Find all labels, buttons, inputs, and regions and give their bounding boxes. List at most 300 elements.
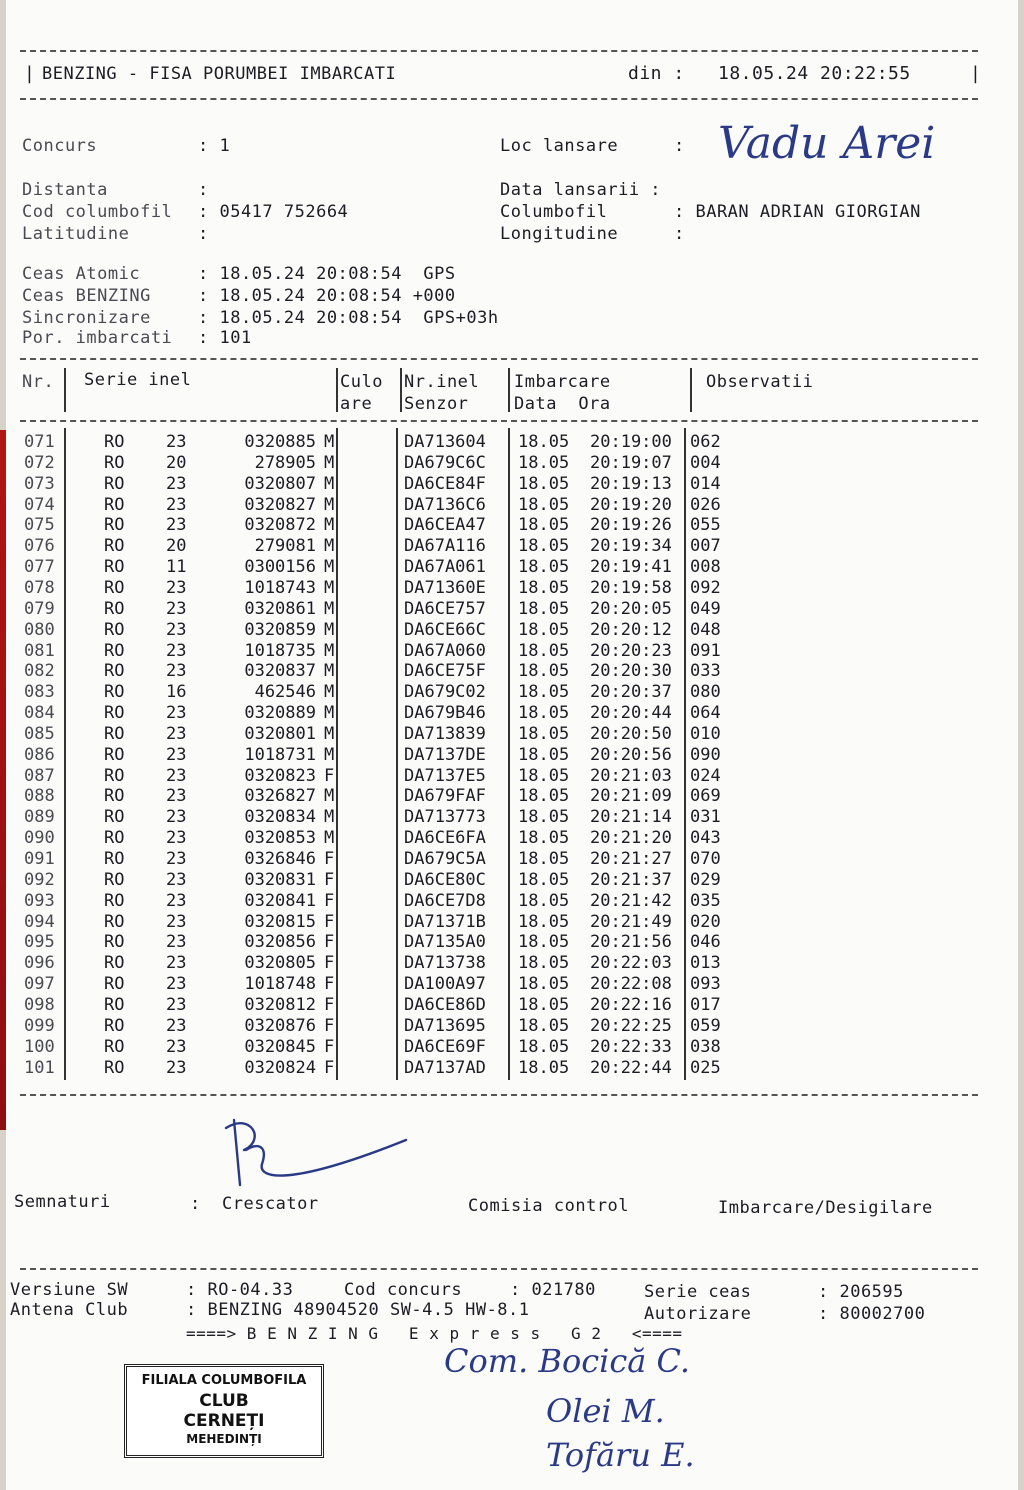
cell-sex: M (324, 557, 335, 578)
autorizare-label: Autorizare (644, 1304, 752, 1324)
cell-country: RO (104, 869, 125, 890)
cell-time: 20:20:56 (590, 744, 672, 765)
cell-obs: 033 (690, 661, 721, 682)
ceas-atomic-label: Ceas Atomic (22, 264, 141, 284)
cell-obs: 055 (690, 515, 721, 536)
cell-obs: 069 (690, 786, 721, 807)
cell-nr: 095 (24, 932, 55, 953)
cell-country: RO (104, 744, 125, 765)
cell-country: RO (104, 786, 125, 807)
cell-year: 23 (166, 807, 187, 828)
cell-time: 20:19:34 (590, 536, 672, 557)
cell-sex: M (324, 640, 335, 661)
header-datetime: 18.05.24 20:22:55 (718, 63, 911, 84)
col-separator (336, 368, 338, 412)
col-header-imbarcare-2: Data Ora (514, 394, 611, 414)
cell-ring-number: 462546 (254, 682, 316, 703)
cell-nr: 098 (24, 994, 55, 1015)
cell-date: 18.05 (518, 682, 570, 703)
cell-country: RO (104, 619, 125, 640)
cell-ring-number: 1018748 (244, 974, 316, 995)
cell-year: 23 (166, 1057, 187, 1078)
cell-sensor: DA100A97 (404, 974, 486, 995)
cell-year: 23 (166, 849, 187, 869)
cell-date: 18.05 (518, 598, 570, 619)
cell-date: 18.05 (518, 557, 570, 578)
cell-ring-number: 0320831 (244, 869, 316, 890)
cell-country: RO (104, 640, 125, 661)
semnaturi-label: Semnaturi (14, 1192, 111, 1212)
cell-sensor: DA6CE80C (404, 869, 486, 890)
cell-year: 23 (166, 661, 187, 682)
cod-columbofil-value: : 05417 752664 (198, 202, 349, 222)
commission-signature-3: Tofăru E. (546, 1436, 695, 1474)
versiune-value: : RO-04.33 (186, 1280, 294, 1300)
ceas-benzing-value: : 18.05.24 20:08:54 +000 (198, 286, 456, 306)
cell-sex: F (324, 1057, 335, 1078)
table-row (20, 474, 740, 495)
cell-nr: 096 (24, 953, 55, 974)
cell-time: 20:20:12 (590, 619, 672, 640)
cell-nr: 091 (24, 849, 55, 869)
semnaturi-sep: : (190, 1194, 201, 1214)
cell-year: 23 (166, 723, 187, 744)
table-row (20, 599, 740, 620)
cell-year: 20 (166, 452, 187, 473)
cell-time: 20:22:44 (590, 1057, 672, 1078)
cell-ring-number: 0320841 (244, 890, 316, 911)
por-imbarcati-label: Por. imbarcati (22, 328, 173, 348)
col-header-imbarcare-1: Imbarcare (514, 372, 611, 392)
cod-columbofil-label: Cod columbofil (22, 202, 173, 222)
cell-obs: 080 (690, 682, 721, 703)
cell-ring-number: 1018735 (244, 640, 316, 661)
cell-sex: M (324, 682, 335, 703)
cell-year: 23 (166, 828, 187, 849)
comisia-label: Comisia control (468, 1196, 630, 1216)
cell-date: 18.05 (518, 494, 570, 515)
cell-time: 20:20:30 (590, 661, 672, 682)
stamp-line-1: FILIALA COLUMBOFILA (141, 1373, 307, 1388)
table-row (20, 786, 740, 807)
cell-year: 23 (166, 515, 187, 536)
cell-date: 18.05 (518, 953, 570, 974)
longitudine-label: Longitudine (500, 224, 619, 244)
cell-date: 18.05 (518, 452, 570, 473)
cell-obs: 049 (690, 598, 721, 619)
table-row (20, 953, 740, 974)
cell-time: 20:19:26 (590, 515, 672, 536)
cell-date: 18.05 (518, 577, 570, 598)
cell-sensor: DA679C5A (404, 849, 486, 869)
cell-country: RO (104, 890, 125, 911)
cell-year: 23 (166, 744, 187, 765)
cell-sex: F (324, 911, 335, 932)
crescator-signature (206, 1110, 426, 1200)
cell-date: 18.05 (518, 1015, 570, 1036)
cell-date: 18.05 (518, 828, 570, 849)
cell-country: RO (104, 994, 125, 1015)
cell-sex: M (324, 432, 335, 452)
cell-nr: 075 (24, 515, 55, 536)
cell-obs: 014 (690, 473, 721, 494)
cell-obs: 046 (690, 932, 721, 953)
cell-nr: 071 (24, 432, 55, 452)
page-title: BENZING - FISA PORUMBEI IMBARCATI (42, 64, 397, 84)
cell-sex: M (324, 723, 335, 744)
cell-time: 20:20:44 (590, 703, 672, 724)
cell-obs: 043 (690, 828, 721, 849)
cell-year: 11 (166, 557, 187, 578)
cell-obs: 007 (690, 536, 721, 557)
divider (20, 358, 978, 360)
header-bar-right: | (970, 63, 982, 84)
cell-ring-number: 0320876 (244, 1015, 316, 1036)
autorizare-value: : 80002700 (818, 1304, 926, 1324)
divider (20, 420, 978, 422)
cell-time: 20:22:08 (590, 974, 672, 995)
table-row (20, 807, 740, 828)
cell-obs: 070 (690, 849, 721, 869)
latitudine-label: Latitudine (22, 224, 130, 244)
cell-date: 18.05 (518, 473, 570, 494)
cell-ring-number: 1018743 (244, 577, 316, 598)
cell-country: RO (104, 452, 125, 473)
cell-sensor: DA6CE75F (404, 661, 486, 682)
table-row (20, 912, 740, 933)
cell-year: 23 (166, 869, 187, 890)
cell-ring-number: 278905 (254, 452, 316, 473)
cod-concurs-label: Cod concurs (344, 1280, 463, 1300)
crescator-label: Crescator (222, 1194, 319, 1214)
table-row (20, 703, 740, 724)
cell-nr: 082 (24, 661, 55, 682)
table-row (20, 1016, 740, 1037)
cell-sex: M (324, 786, 335, 807)
loc-lansare-sep: : (674, 136, 685, 156)
cell-time: 20:21:20 (590, 828, 672, 849)
cell-ring-number: 0320889 (244, 703, 316, 724)
cell-date: 18.05 (518, 723, 570, 744)
cell-date: 18.05 (518, 661, 570, 682)
cell-year: 23 (166, 994, 187, 1015)
longitudine-value: : (674, 224, 685, 244)
cell-sex: M (324, 661, 335, 682)
cell-sex: M (324, 452, 335, 473)
ceas-benzing-label: Ceas BENZING (22, 286, 151, 306)
printed-sheet (6, 0, 1018, 1490)
cell-country: RO (104, 1057, 125, 1078)
cell-ring-number: 0320801 (244, 723, 316, 744)
cell-sex: M (324, 473, 335, 494)
serie-ceas-label: Serie ceas (644, 1282, 752, 1302)
cell-date: 18.05 (518, 515, 570, 536)
cell-ring-number: 0320815 (244, 911, 316, 932)
table-row (20, 578, 740, 599)
cell-country: RO (104, 723, 125, 744)
table-row (20, 1058, 740, 1079)
cell-country: RO (104, 515, 125, 536)
cell-obs: 048 (690, 619, 721, 640)
cod-concurs-value: : 021780 (510, 1280, 596, 1300)
ceas-atomic-value: : 18.05.24 20:08:54 GPS (198, 264, 456, 284)
cell-time: 20:20:37 (590, 682, 672, 703)
cell-date: 18.05 (518, 1036, 570, 1057)
cell-date: 18.05 (518, 432, 570, 452)
antena-label: Antena Club (10, 1300, 129, 1320)
stamp-line-4: MEHEDINȚI (186, 1432, 262, 1446)
table-row (20, 661, 740, 682)
table-row (20, 724, 740, 745)
cell-country: RO (104, 473, 125, 494)
cell-time: 20:19:07 (590, 452, 672, 473)
cell-sensor: DA6CE84F (404, 473, 486, 494)
cell-date: 18.05 (518, 536, 570, 557)
col-header-nrinel-2: Senzor (404, 394, 469, 414)
club-stamp (124, 1364, 324, 1458)
cell-nr: 081 (24, 640, 55, 661)
cell-date: 18.05 (518, 640, 570, 661)
cell-ring-number: 0320885 (244, 432, 316, 452)
table-row (20, 891, 740, 912)
cell-nr: 094 (24, 911, 55, 932)
cell-ring-number: 0320853 (244, 828, 316, 849)
cell-ring-number: 1018731 (244, 744, 316, 765)
cell-sensor: DA67A116 (404, 536, 486, 557)
cell-sex: F (324, 1015, 335, 1036)
table-row (20, 682, 740, 703)
table-row (20, 432, 740, 453)
table-row (20, 557, 740, 578)
cell-time: 20:22:03 (590, 953, 672, 974)
cell-nr: 100 (24, 1036, 55, 1057)
cell-obs: 020 (690, 911, 721, 932)
sincronizare-value: : 18.05.24 20:08:54 GPS+03h (198, 308, 499, 328)
cell-obs: 029 (690, 869, 721, 890)
cell-obs: 038 (690, 1036, 721, 1057)
cell-year: 23 (166, 619, 187, 640)
cell-year: 23 (166, 494, 187, 515)
cell-time: 20:20:23 (590, 640, 672, 661)
cell-nr: 089 (24, 807, 55, 828)
cell-country: RO (104, 849, 125, 869)
col-separator (690, 368, 692, 412)
cell-nr: 073 (24, 473, 55, 494)
table-row (20, 1037, 740, 1058)
cell-nr: 086 (24, 744, 55, 765)
cell-ring-number: 0320805 (244, 953, 316, 974)
cell-sex: M (324, 598, 335, 619)
cell-obs: 064 (690, 703, 721, 724)
table-row (20, 745, 740, 766)
table-row (20, 995, 740, 1016)
cell-obs: 024 (690, 765, 721, 786)
cell-year: 23 (166, 932, 187, 953)
cell-sensor: DA67A061 (404, 557, 486, 578)
table-row (20, 515, 740, 536)
cell-date: 18.05 (518, 869, 570, 890)
cell-time: 20:21:09 (590, 786, 672, 807)
por-imbarcati-value: : 101 (198, 328, 252, 348)
cell-year: 23 (166, 432, 187, 452)
cell-year: 23 (166, 890, 187, 911)
col-header-observatii: Observatii (706, 372, 814, 392)
cell-nr: 074 (24, 494, 55, 515)
cell-time: 20:21:37 (590, 869, 672, 890)
cell-year: 23 (166, 598, 187, 619)
cell-year: 20 (166, 536, 187, 557)
cell-sensor: DA7137DE (404, 744, 486, 765)
cell-time: 20:21:14 (590, 807, 672, 828)
cell-sex: M (324, 619, 335, 640)
cell-sex: F (324, 994, 335, 1015)
cell-date: 18.05 (518, 703, 570, 724)
cell-time: 20:21:03 (590, 765, 672, 786)
cell-sex: F (324, 890, 335, 911)
cell-sensor: DA7137E5 (404, 765, 486, 786)
cell-sensor: DA713773 (404, 807, 486, 828)
cell-obs: 093 (690, 974, 721, 995)
cell-ring-number: 0320872 (244, 515, 316, 536)
cell-nr: 083 (24, 682, 55, 703)
header-din-label: din : (628, 63, 685, 84)
cell-country: RO (104, 828, 125, 849)
cell-nr: 099 (24, 1015, 55, 1036)
cell-year: 23 (166, 974, 187, 995)
concurs-label: Concurs (22, 136, 98, 156)
cell-date: 18.05 (518, 765, 570, 786)
cell-sensor: DA713839 (404, 723, 486, 744)
cell-nr: 079 (24, 598, 55, 619)
cell-year: 23 (166, 1015, 187, 1036)
cell-nr: 087 (24, 765, 55, 786)
commission-signature-2: Olei M. (546, 1392, 665, 1430)
cell-country: RO (104, 1015, 125, 1036)
cell-obs: 004 (690, 452, 721, 473)
divider (20, 1094, 978, 1096)
cell-sensor: DA6CEA47 (404, 515, 486, 536)
stamp-line-2: CLUB (199, 1391, 249, 1411)
cell-sex: M (324, 494, 335, 515)
cell-obs: 026 (690, 494, 721, 515)
cell-time: 20:19:58 (590, 577, 672, 598)
cell-ring-number: 0320845 (244, 1036, 316, 1057)
cell-sex: M (324, 703, 335, 724)
cell-country: RO (104, 432, 125, 452)
cell-year: 23 (166, 473, 187, 494)
cell-obs: 025 (690, 1057, 721, 1078)
cell-time: 20:21:27 (590, 849, 672, 869)
cell-country: RO (104, 494, 125, 515)
cell-time: 20:19:00 (590, 432, 672, 452)
cell-sex: F (324, 953, 335, 974)
cell-sensor: DA679C02 (404, 682, 486, 703)
cell-time: 20:20:50 (590, 723, 672, 744)
cell-time: 20:19:13 (590, 473, 672, 494)
cell-obs: 031 (690, 807, 721, 828)
cell-sensor: DA6CE757 (404, 598, 486, 619)
cell-obs: 091 (690, 640, 721, 661)
cell-obs: 008 (690, 557, 721, 578)
cell-ring-number: 0320859 (244, 619, 316, 640)
cell-date: 18.05 (518, 1057, 570, 1078)
sincronizare-label: Sincronizare (22, 308, 151, 328)
col-header-serie: Serie inel (84, 370, 192, 390)
distanta-label: Distanta (22, 180, 108, 200)
data-lansarii-label: Data lansarii : (500, 180, 662, 200)
cell-country: RO (104, 577, 125, 598)
cell-obs: 090 (690, 744, 721, 765)
cell-country: RO (104, 703, 125, 724)
cell-sex: F (324, 849, 335, 869)
cell-sensor: DA71360E (404, 577, 486, 598)
imbarcare-desigilare-label: Imbarcare/Desigilare (718, 1198, 933, 1218)
cell-time: 20:20:05 (590, 598, 672, 619)
cell-year: 23 (166, 911, 187, 932)
cell-country: RO (104, 598, 125, 619)
cell-sex: F (324, 1036, 335, 1057)
cell-time: 20:21:49 (590, 911, 672, 932)
table-row (20, 536, 740, 557)
cell-obs: 092 (690, 577, 721, 598)
cell-nr: 084 (24, 703, 55, 724)
cell-nr: 088 (24, 786, 55, 807)
divider (20, 50, 978, 52)
cell-ring-number: 0320856 (244, 932, 316, 953)
col-separator (508, 368, 510, 412)
cell-sex: M (324, 807, 335, 828)
table-row (20, 849, 740, 870)
cell-year: 23 (166, 703, 187, 724)
latitudine-value: : (198, 224, 209, 244)
cell-year: 23 (166, 577, 187, 598)
cell-time: 20:21:42 (590, 890, 672, 911)
columbofil-value: : BARAN ADRIAN GIORGIAN (674, 202, 921, 222)
cell-sensor: DA6CE7D8 (404, 890, 486, 911)
cell-country: RO (104, 953, 125, 974)
divider (20, 98, 978, 100)
concurs-value: : 1 (198, 136, 231, 156)
col-separator (400, 368, 402, 412)
cell-sensor: DA713604 (404, 432, 486, 452)
cell-country: RO (104, 536, 125, 557)
cell-year: 23 (166, 953, 187, 974)
cell-time: 20:22:25 (590, 1015, 672, 1036)
table-row (20, 932, 740, 953)
cell-nr: 101 (24, 1057, 55, 1078)
cell-sensor: DA71371B (404, 911, 486, 932)
cell-sensor: DA6CE66C (404, 619, 486, 640)
cell-sex: F (324, 932, 335, 953)
col-separator (64, 368, 66, 412)
cell-time: 20:22:33 (590, 1036, 672, 1057)
cell-obs: 035 (690, 890, 721, 911)
cell-country: RO (104, 765, 125, 786)
cell-sensor: DA713695 (404, 1015, 486, 1036)
cell-date: 18.05 (518, 994, 570, 1015)
header-bar-left: | (24, 63, 36, 84)
table-row (20, 620, 740, 641)
loc-lansare-handwritten: Vadu Arei (718, 118, 936, 169)
table-row (20, 766, 740, 787)
stamp-line-3: CERNEȚI (183, 1411, 265, 1431)
cell-sex: M (324, 515, 335, 536)
cell-sensor: DA6CE86D (404, 994, 486, 1015)
cell-sensor: DA679C6C (404, 452, 486, 473)
cell-ring-number: 0320807 (244, 473, 316, 494)
col-header-nr: Nr. (22, 372, 55, 392)
cell-obs: 059 (690, 1015, 721, 1036)
